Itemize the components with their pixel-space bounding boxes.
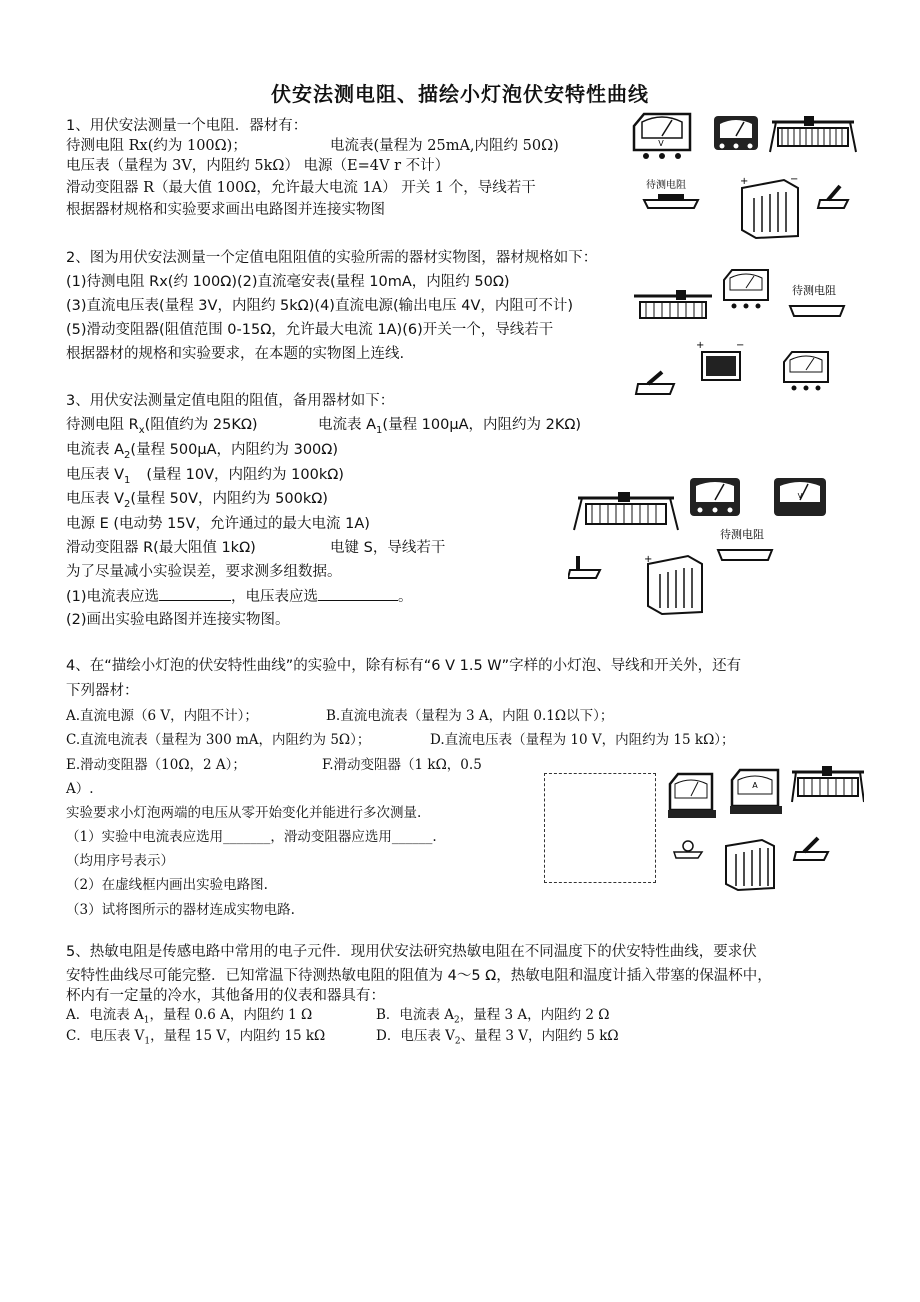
- q5-heading-cont: 安特性曲线尽可能完整．已知常温下待测热敏电阻的阻值为 4～5 Ω，热敏电阻和温度计插入带塞的保温杯中，: [66, 968, 772, 984]
- meter-icon: [730, 770, 782, 814]
- switch-icon: [636, 372, 674, 394]
- q4-option-f: F.滑动变阻器（1 kΩ，0.5: [322, 757, 482, 773]
- q4-requirement: 实验要求小灯泡两端的电压从零开始变化并能进行多次测量.: [66, 805, 422, 821]
- page-title: 伏安法测电阻、描绘小灯泡伏安特性曲线: [271, 82, 649, 106]
- q3-switch-spec: 电键 S，导线若干: [330, 540, 446, 556]
- q3-ammeter-a2-spec: 电流表 $A_2$(量程 500μA，内阻约为 300Ω): [66, 442, 339, 461]
- q2-instruction: 根据器材的规格和实验要求，在本题的实物图上连线.: [66, 346, 405, 362]
- q4-question-1-note: （均用序号表示）: [66, 853, 174, 869]
- q2-item-1-2: (1)待测电阻 Rx(约 100Ω)(2)直流毫安表(量程 10mA，内阻约 50Ω): [66, 274, 510, 290]
- q1-instruction: 根据器材规格和实验要求画出电路图并连接实物图: [66, 202, 385, 218]
- q4-option-a: A.直流电源（6 V，内阻不计）；: [66, 708, 258, 724]
- switch-icon: [568, 556, 600, 578]
- q1-equipment-figure: [628, 108, 862, 240]
- q4-option-e: E.滑动变阻器（10Ω，2 A）；: [66, 757, 246, 773]
- meter-icon: [774, 478, 826, 516]
- q3-ammeter-a1-spec: 电流表 $A_1$(量程 100μA，内阻约为 2KΩ): [318, 417, 582, 436]
- svg-text:+: +: [644, 554, 653, 565]
- q3-equipment-figure: [568, 468, 858, 620]
- q2-item-3-4: (3)直流电压表(量程 3V，内阻约 5kΩ)(4)直流电源(输出电压 4V，内阻可不计): [66, 298, 574, 314]
- q4-option-c: C.直流电流表（量程为 300 mA，内阻约为 5Ω）；: [66, 732, 371, 748]
- circuit-drawing-box[interactable]: [544, 773, 656, 883]
- rheostat-icon: [792, 766, 864, 802]
- q2-equipment-figure: [630, 262, 860, 400]
- svg-text:+: +: [740, 176, 749, 187]
- meter-icon: [690, 478, 740, 516]
- q5-option-c: C．电压表 $V_1$，量程 15 V，内阻约 15 kΩ: [66, 1028, 326, 1047]
- svg-text:+: +: [696, 340, 705, 351]
- svg-text:待测电阻: 待测电阻: [646, 180, 686, 191]
- q5-option-d: D．电压表 $V_2$、量程 3 V，内阻约 5 kΩ: [376, 1028, 619, 1047]
- q3-requirement: 为了尽量减小实验误差，要求测多组数据。: [66, 564, 342, 580]
- q5-heading-cont-2: 杯内有一定量的冷水，其他备用的仪表和器具有：: [66, 988, 385, 1004]
- meter-icon: [724, 270, 768, 309]
- q5-option-a: A．电流表 $A_1$，量程 0.6 A，内阻约 1 Ω: [66, 1007, 313, 1026]
- q3-ammeter-answer-blank[interactable]: [159, 586, 231, 601]
- q4-option-b: B.直流电流表（量程为 3 A，内阻 0.1Ω以下）；: [326, 708, 614, 724]
- meter-icon: [668, 774, 716, 818]
- svg-text:−: −: [736, 340, 745, 351]
- svg-text:待测电阻: 待测电阻: [792, 284, 836, 297]
- battery-icon: [740, 174, 798, 238]
- bulb-icon: [674, 841, 702, 858]
- q4-question-2: （2）在虚线框内画出实验电路图.: [66, 877, 268, 893]
- q1-ammeter-spec: 电流表(量程为 25mA,内阻约 50Ω): [330, 138, 559, 154]
- svg-text:−: −: [790, 174, 799, 185]
- battery-icon: [696, 340, 744, 380]
- svg-text:V: V: [658, 139, 664, 148]
- meter-icon: [634, 114, 690, 159]
- q1-heading: 1、用伏安法测量一个电阻．器材有：: [66, 118, 308, 134]
- q4-question-3: （3）试将图所示的器材连成实物电路.: [66, 902, 295, 918]
- battery-icon: [726, 840, 774, 890]
- q2-heading: 2、图为用伏安法测量一个定值电阻阻值的实验所需的器材实物图，器材规格如下：: [66, 250, 598, 266]
- q4-question-1: （1）实验中电流表应选用_______，滑动变阻器应选用______.: [66, 829, 437, 845]
- resistor-icon: [790, 283, 844, 316]
- rheostat-icon: [770, 116, 856, 152]
- svg-text:待测电阻: 待测电阻: [720, 528, 764, 541]
- q1-voltmeter-spec: 电压表（量程为 3V，内阻约 5kΩ） 电源（E=4V r 不计）: [66, 158, 450, 174]
- q4-equipment-figure: [664, 764, 864, 894]
- battery-icon: [644, 554, 702, 614]
- q3-question-2: (2)画出实验电路图并连接实物图。: [66, 612, 290, 628]
- q4-option-d: D.直流电压表（量程为 10 V，内阻约为 15 kΩ）；: [430, 732, 735, 748]
- q4-option-f-cont: A）.: [66, 781, 94, 797]
- q4-heading: 4、在“描绘小灯泡的伏安特性曲线”的实验中，除有标有“6 V 1.5 W”字样的小灯泡、导线和开关外，还有: [66, 658, 742, 674]
- q3-voltmeter-v1-spec: 电压表 $V_1$ (量程 10V，内阻约为 100kΩ): [66, 467, 344, 486]
- svg-text:V: V: [797, 492, 803, 500]
- q5-option-b: B．电流表 $A_2$，量程 3 A，内阻约 2 Ω: [376, 1007, 610, 1026]
- q3-voltmeter-v2-spec: 电压表 $V_2$(量程 50V，内阻约为 500kΩ): [66, 491, 328, 510]
- switch-icon: [818, 186, 848, 208]
- resistor-icon: [718, 527, 772, 560]
- q1-rheostat-spec: 滑动变阻器 R（最大值 100Ω，允许最大电流 1A） 开关 1 个，导线若干: [66, 180, 536, 196]
- resistor-icon: [644, 178, 698, 208]
- q1-resistor-spec: 待测电阻 Rx(约为 100Ω)；: [66, 138, 247, 154]
- q3-question-1: (1)电流表应选 ，电压表应选 。: [66, 586, 413, 607]
- q3-voltmeter-answer-blank[interactable]: [318, 586, 398, 601]
- switch-icon: [794, 838, 828, 860]
- svg-text:A: A: [752, 781, 758, 790]
- meter-icon: [784, 352, 828, 391]
- q3-rheostat-spec: 滑动变阻器 R(最大阻值 1kΩ): [66, 540, 256, 556]
- q3-source-spec: 电源 E (电动势 15V，允许通过的最大电流 1A): [66, 516, 370, 532]
- rheostat-icon: [634, 290, 712, 318]
- q4-heading-cont: 下列器材：: [66, 683, 139, 699]
- q2-item-5-6: (5)滑动变阻器(阻值范围 0-15Ω，允许最大电流 1A)(6)开关一个，导线若干: [66, 322, 554, 338]
- meter-icon: [714, 116, 758, 150]
- q5-heading: 5、热敏电阻是传感电路中常用的电子元件．现用伏安法研究热敏电阻在不同温度下的伏安特性曲线，要求伏: [66, 944, 757, 960]
- q3-resistor-spec: 待测电阻 $R_x$(阻值约为 25KΩ): [66, 417, 258, 436]
- q3-heading: 3、用伏安法测量定值电阻的阻值，备用器材如下：: [66, 393, 395, 409]
- rheostat-icon: [574, 492, 678, 530]
